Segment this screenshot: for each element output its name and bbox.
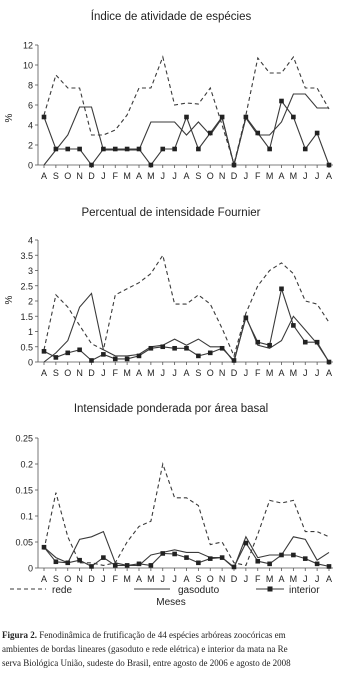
data-point-interior <box>160 147 165 152</box>
data-point-interior <box>149 163 154 168</box>
x-tick-label: M <box>289 368 298 378</box>
data-point-interior <box>220 346 225 351</box>
data-point-interior <box>65 351 70 356</box>
x-tick-label: O <box>206 574 214 584</box>
x-tick-label: A <box>325 574 333 584</box>
data-point-interior <box>54 559 59 564</box>
data-point-interior <box>184 555 189 560</box>
data-point-interior <box>279 287 284 292</box>
data-point-interior <box>244 315 249 320</box>
x-tick-label: N <box>218 574 226 584</box>
x-tick-label: A <box>40 368 48 378</box>
data-point-interior <box>172 346 177 351</box>
x-tick-label: J <box>101 368 106 378</box>
y-tick-label: 1.5 <box>20 311 33 322</box>
data-point-interior <box>42 349 47 354</box>
data-point-interior <box>77 348 82 353</box>
series-line-interior <box>44 289 329 362</box>
x-tick-label: A <box>278 574 285 584</box>
x-tick-label: M <box>265 574 274 584</box>
y-tick-label: 2.5 <box>20 281 33 292</box>
y-tick-label: 8 <box>27 80 33 91</box>
y-tick-label: 6 <box>27 100 33 111</box>
y-tick-label: 12 <box>22 40 33 51</box>
data-point-interior <box>244 541 249 546</box>
x-tick-label: D <box>88 171 95 181</box>
data-point-interior <box>160 551 165 556</box>
x-tick-label: F <box>112 574 118 584</box>
x-tick-label: F <box>255 171 261 181</box>
x-tick-label: D <box>230 171 238 181</box>
legend-label-interior: interior <box>289 585 320 596</box>
x-tick-label: N <box>76 368 83 378</box>
y-tick-label: 2 <box>27 140 33 151</box>
x-axis-title: Meses <box>156 597 186 608</box>
data-point-interior <box>184 346 189 351</box>
data-point-interior <box>113 563 118 568</box>
data-point-interior <box>232 163 237 168</box>
x-tick-label: A <box>135 368 143 378</box>
data-point-interior <box>303 147 308 152</box>
x-tick-label: M <box>123 171 131 181</box>
series-line-rede <box>44 255 329 356</box>
data-point-interior <box>291 323 296 328</box>
x-tick-label: J <box>101 574 106 584</box>
x-tick-label: J <box>160 368 165 378</box>
data-point-interior <box>315 562 320 567</box>
data-point-interior <box>220 115 225 120</box>
legend <box>10 585 320 596</box>
x-tick-label: S <box>195 171 202 181</box>
x-tick-label: J <box>303 574 308 584</box>
data-point-interior <box>232 358 237 363</box>
data-point-interior <box>267 562 272 567</box>
data-point-interior <box>42 545 47 550</box>
x-tick-label: D <box>230 368 238 378</box>
data-point-interior <box>208 131 213 136</box>
x-tick-label: J <box>101 171 106 181</box>
data-point-interior <box>303 340 308 345</box>
y-tick-label: 3 <box>27 266 33 276</box>
x-tick-label: N <box>76 574 83 584</box>
data-point-interior <box>232 565 237 570</box>
legend-marker-interior <box>268 587 273 592</box>
x-tick-label: F <box>112 171 118 181</box>
x-tick-label: O <box>64 368 72 378</box>
x-tick-label: M <box>147 574 155 584</box>
x-tick-label: M <box>147 368 155 378</box>
y-tick-label: 0.5 <box>20 342 33 353</box>
x-tick-label: J <box>314 574 320 584</box>
data-point-interior <box>196 147 201 152</box>
data-point-interior <box>220 555 225 560</box>
data-point-interior <box>160 344 165 349</box>
y-tick-label: 4 <box>27 235 33 246</box>
data-point-interior <box>137 354 142 359</box>
legend-label-rede: rede <box>52 585 73 596</box>
x-tick-label: F <box>255 574 261 584</box>
chart-panel-3 <box>15 403 333 584</box>
data-point-interior <box>244 115 249 120</box>
data-point-interior <box>291 553 296 558</box>
x-tick-label: S <box>195 368 202 378</box>
chart-panel-2 <box>4 207 333 378</box>
y-tick-label: 10 <box>22 60 33 71</box>
data-point-interior <box>137 147 142 152</box>
y-tick-label: 0.15 <box>15 485 33 496</box>
x-tick-label: J <box>303 171 308 181</box>
data-point-interior <box>89 358 94 363</box>
x-tick-label: S <box>52 574 59 584</box>
series-line-gasoduto <box>44 532 329 568</box>
x-tick-label: J <box>314 171 320 181</box>
x-tick-label: J <box>314 368 320 378</box>
y-tick-label: 0 <box>27 160 33 171</box>
data-point-interior <box>125 147 130 152</box>
x-tick-label: A <box>278 368 285 378</box>
data-point-interior <box>149 346 154 351</box>
y-tick-label: 0 <box>27 357 33 368</box>
x-tick-label: O <box>64 171 72 181</box>
x-tick-label: A <box>40 574 48 584</box>
x-tick-label: O <box>206 171 214 181</box>
x-tick-label: D <box>88 368 95 378</box>
figure-caption <box>2 628 342 670</box>
data-point-interior <box>125 357 130 362</box>
x-tick-label: M <box>123 368 131 378</box>
y-tick-label: 2 <box>27 296 33 307</box>
caption-line-1: Fenodinâmica de frutificação de 44 espécies arbóreas zoocóricas em <box>39 630 286 640</box>
data-point-interior <box>255 131 260 136</box>
y-tick-label: 0 <box>27 563 33 574</box>
data-point-interior <box>65 561 70 566</box>
x-tick-label: D <box>88 574 95 584</box>
x-tick-label: J <box>172 171 177 181</box>
data-point-interior <box>172 552 177 557</box>
data-point-interior <box>42 115 47 120</box>
data-point-interior <box>279 553 284 558</box>
y-tick-label: 0.05 <box>15 537 33 548</box>
data-point-interior <box>89 564 94 569</box>
data-point-interior <box>125 563 130 568</box>
caption-line-3: serva Biológica União, sudeste do Brasil, entre agosto de 2006 e agosto de 2008 <box>2 658 291 668</box>
data-point-interior <box>77 558 82 563</box>
data-point-interior <box>101 352 106 357</box>
x-tick-label: M <box>289 171 298 181</box>
x-tick-label: A <box>135 574 143 584</box>
data-point-interior <box>208 556 213 561</box>
data-point-interior <box>327 163 332 168</box>
x-tick-label: S <box>52 171 59 181</box>
series-line-rede <box>44 464 329 565</box>
data-point-interior <box>291 115 296 120</box>
x-tick-label: O <box>64 574 72 584</box>
x-tick-label: M <box>123 574 131 584</box>
chart-panel-1 <box>4 10 333 181</box>
data-point-interior <box>255 340 260 345</box>
x-tick-label: A <box>40 171 48 181</box>
data-point-interior <box>89 163 94 168</box>
y-axis-label: % <box>4 113 15 123</box>
x-tick-label: J <box>160 171 165 181</box>
x-tick-label: A <box>183 368 190 378</box>
caption-label: Figura 2. <box>2 630 37 640</box>
x-tick-label: A <box>278 171 285 181</box>
data-point-interior <box>101 147 106 152</box>
data-point-interior <box>54 355 59 360</box>
data-point-interior <box>327 564 332 569</box>
x-tick-label: M <box>265 368 274 378</box>
x-tick-label: N <box>76 171 83 181</box>
caption-line-2: ambientes de bordas lineares (gasoduto e rede elétrica) e interior da mata na Re <box>2 644 288 654</box>
data-point-interior <box>137 562 142 567</box>
data-point-interior <box>101 555 106 560</box>
x-tick-label: F <box>255 368 261 378</box>
x-tick-label: M <box>265 171 274 181</box>
x-tick-label: A <box>325 368 333 378</box>
x-tick-label: J <box>160 574 165 584</box>
x-tick-label: J <box>172 368 177 378</box>
data-point-interior <box>54 147 59 152</box>
chart-title: Intensidade ponderada por área basal <box>73 403 269 415</box>
x-tick-label: N <box>218 171 226 181</box>
data-point-interior <box>65 147 70 152</box>
y-tick-label: 0.1 <box>20 511 33 522</box>
x-tick-label: S <box>195 574 202 584</box>
data-point-interior <box>303 556 308 561</box>
x-tick-label: O <box>206 368 214 378</box>
x-tick-label: A <box>135 171 143 181</box>
data-point-interior <box>327 360 332 365</box>
x-tick-label: A <box>183 171 190 181</box>
y-tick-label: 4 <box>27 120 33 131</box>
x-tick-label: J <box>243 171 249 181</box>
data-point-interior <box>255 559 260 564</box>
data-point-interior <box>149 563 154 568</box>
x-tick-label: N <box>218 368 226 378</box>
chart-title: Percentual de intensidade Fournier <box>81 207 261 219</box>
x-tick-label: F <box>112 368 118 378</box>
x-tick-label: J <box>243 368 249 378</box>
y-tick-label: 3.5 <box>20 250 33 261</box>
data-point-interior <box>267 147 272 152</box>
data-point-interior <box>172 147 177 152</box>
series-line-gasoduto <box>44 94 329 165</box>
data-point-interior <box>196 561 201 566</box>
data-point-interior <box>279 99 284 104</box>
x-tick-label: J <box>243 574 249 584</box>
data-point-interior <box>113 147 118 152</box>
data-point-interior <box>315 340 320 345</box>
data-point-interior <box>315 131 320 136</box>
data-point-interior <box>184 115 189 120</box>
data-point-interior <box>196 354 201 359</box>
data-point-interior <box>208 351 213 356</box>
x-tick-label: J <box>172 574 177 584</box>
x-tick-label: A <box>325 171 333 181</box>
data-point-interior <box>113 357 118 362</box>
x-tick-label: M <box>147 171 155 181</box>
data-point-interior <box>267 343 272 348</box>
x-tick-label: A <box>183 574 190 584</box>
legend-label-gasoduto: gasoduto <box>178 585 220 596</box>
y-tick-label: 0.2 <box>20 459 33 470</box>
y-tick-label: 0.25 <box>15 433 33 444</box>
y-axis-label: % <box>4 295 15 305</box>
x-tick-label: S <box>52 368 59 378</box>
y-tick-label: 1 <box>27 327 33 337</box>
series-line-interior <box>44 543 329 567</box>
x-tick-label: J <box>303 368 308 378</box>
chart-title: Índice de atividade de espécies <box>90 11 252 23</box>
x-tick-label: M <box>289 574 298 584</box>
data-point-interior <box>77 147 82 152</box>
x-tick-label: D <box>230 574 238 584</box>
